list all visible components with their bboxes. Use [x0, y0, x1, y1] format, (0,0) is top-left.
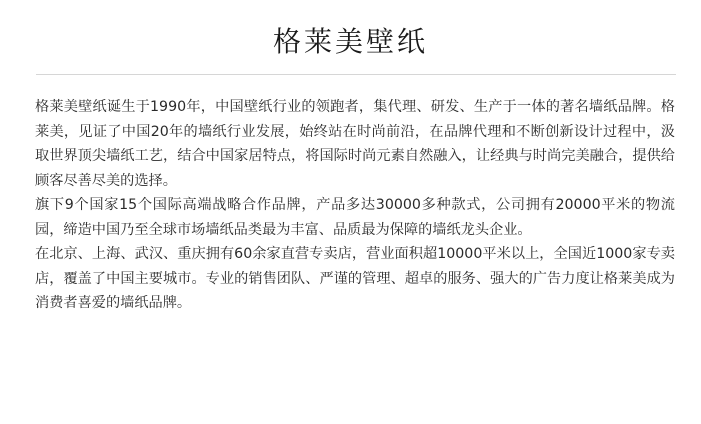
- paragraph-brands: 旗下9个国家15个国际高端战略合作品牌，产品多达30000多种款式，公司拥有20000平米的物流园，缔造中国乃至全球市场墙纸品类最为丰富、品质最为保障的墙纸龙头企业。: [35, 197, 675, 238]
- body-text: [35, 95, 675, 316]
- paragraph-stores: 在北京、上海、武汉、重庆拥有60余家直营专卖店，营业面积超10000平米以上，全国近1000家专卖店，覆盖了中国主要城市。专业的销售团队、严谨的管理、超卓的服务、强大的广告力度让格莱美成为消费者喜爱的墙纸品牌。: [35, 246, 675, 311]
- paragraph-intro: 格莱美壁纸诞生于1990年，中国壁纸行业的领跑者，集代理、研发、生产于一体的著名墙纸品牌。格莱美，见证了中国20年的墙纸行业发展，始终站在时尚前沿，在品牌代理和不断创新设计过程中，汲取世界顶尖墙纸工艺，结合中国家居特点，将国际时尚元素自然融入，让经典与时尚完美融合，提供给顾客尽善尽美的选择。: [35, 99, 675, 189]
- title-divider: [36, 74, 676, 75]
- page-title: 格莱美壁纸: [272, 25, 428, 58]
